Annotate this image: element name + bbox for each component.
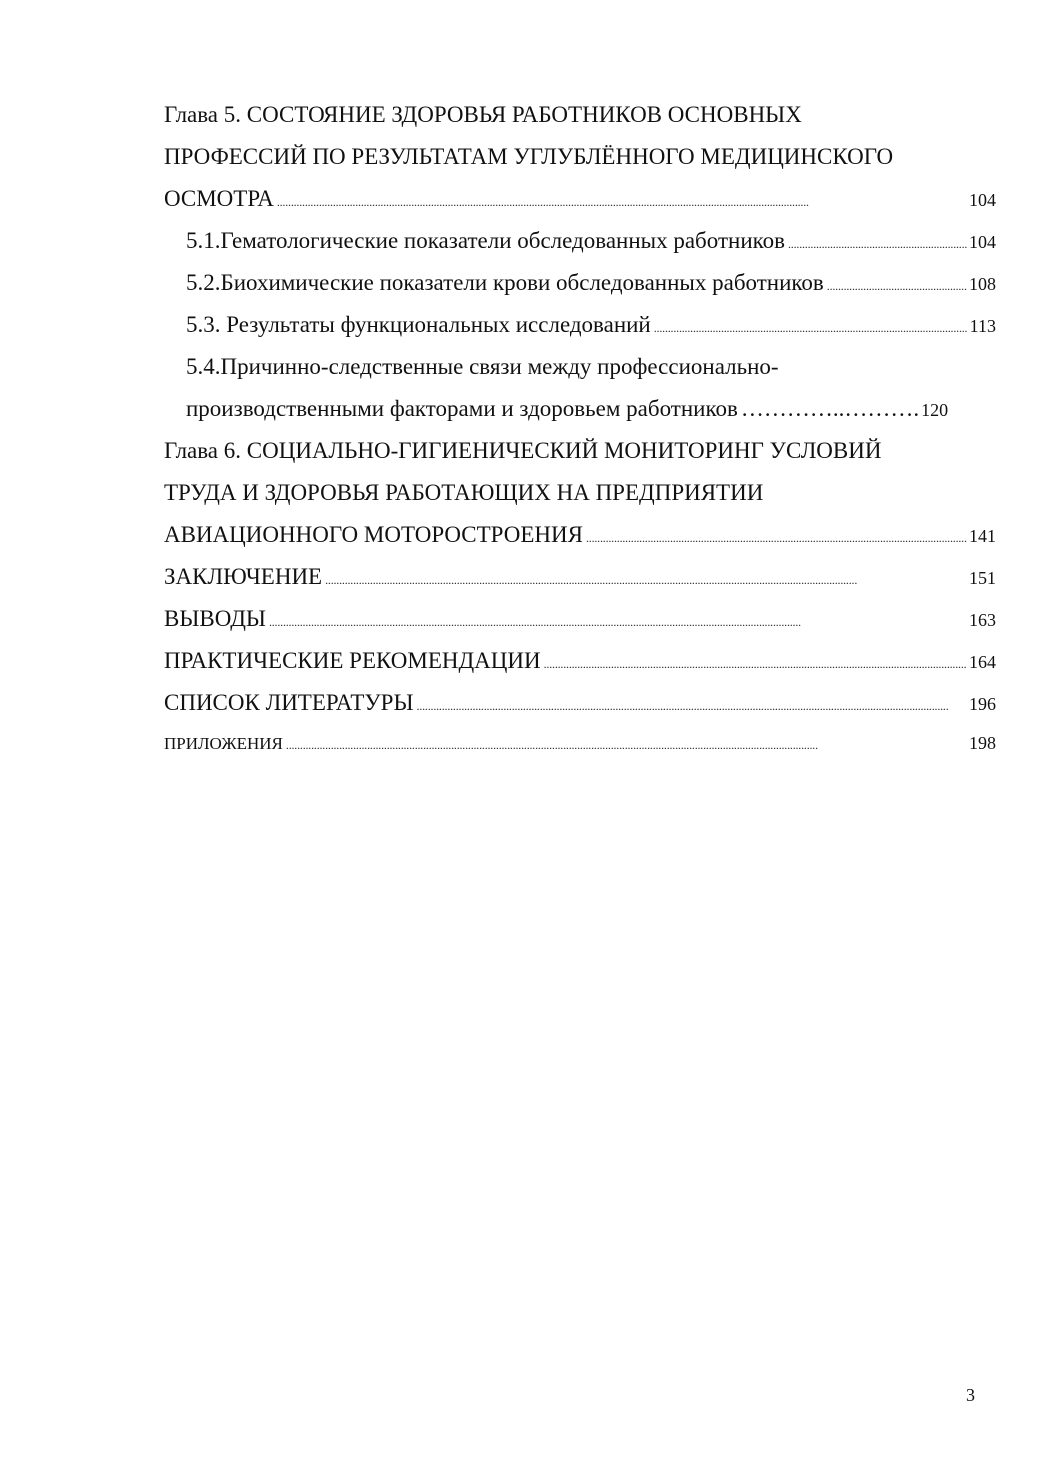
toc-text: ТРУДА И ЗДОРОВЬЯ РАБОТАЮЩИХ НА ПРЕДПРИЯТИИ: [164, 480, 764, 505]
toc-entry-chapter-6-line-1: [164, 430, 996, 472]
toc-page-number: 151: [969, 568, 996, 588]
toc-text: 5.4.Причинно-следственные связи между профессионально-: [186, 354, 779, 379]
toc-text: ОСМОТРА: [164, 186, 274, 211]
toc-entry-section-5-4-line-1: [164, 346, 996, 388]
toc-text: СПИСОК ЛИТЕРАТУРЫ: [164, 690, 414, 715]
toc-text: производственными факторами и здоровьем работников: [186, 396, 738, 421]
dot-leader: [586, 517, 967, 559]
dot-leader: [654, 307, 968, 349]
toc-entry-chapter-5-line-1: [164, 94, 996, 136]
toc-entry-findings: [164, 598, 996, 640]
toc-page-number: 163: [969, 610, 996, 630]
toc-text: Глава 5. СОСТОЯНИЕ ЗДОРОВЬЯ РАБОТНИКОВ ОСНОВНЫХ: [164, 102, 802, 127]
toc-text: ЗАКЛЮЧЕНИЕ: [164, 564, 323, 589]
toc-page-number: 108: [969, 274, 996, 294]
toc-page-number: 104: [969, 190, 996, 210]
dot-leader: [544, 643, 967, 685]
toc-text: 5.1.Гематологические показатели обследованных работников: [186, 228, 785, 253]
toc-entry-chapter-6-line-2: [164, 472, 996, 514]
toc-page-number: 196: [969, 694, 996, 714]
toc-page-number: 141: [969, 526, 996, 546]
table-of-contents: [164, 94, 996, 762]
toc-entry-recommendations: [164, 640, 996, 682]
toc-text: 5.2.Биохимические показатели крови обследованных работников: [186, 270, 824, 295]
toc-text: АВИАЦИОННОГО МОТОРОСТРОЕНИЯ: [164, 522, 583, 547]
toc-entry-conclusion: [164, 556, 996, 598]
dot-leader: [269, 601, 967, 643]
toc-entry-section-5-1: [164, 220, 996, 262]
toc-entry-section-5-3: [164, 304, 996, 346]
dot-leader: …………..……….: [740, 396, 920, 421]
toc-text: 5.3. Результаты функциональных исследований: [186, 312, 651, 337]
toc-entry-appendices: [164, 724, 996, 762]
toc-entry-section-5-2: [164, 262, 996, 304]
dot-leader: [286, 726, 967, 764]
toc-page-number: 120: [921, 400, 949, 420]
toc-text: ПРОФЕССИЙ ПО РЕЗУЛЬТАТАМ УГЛУБЛЁННОГО МЕДИЦИНСКОГО: [164, 144, 894, 169]
dot-leader: [325, 559, 967, 601]
toc-page-number: 113: [969, 316, 996, 336]
toc-page-number: 104: [969, 232, 996, 252]
toc-page-number: 164: [969, 652, 996, 672]
toc-text: ВЫВОДЫ: [164, 606, 266, 631]
toc-entry-chapter-6-line-3: [164, 514, 996, 556]
dot-leader: [827, 265, 967, 307]
page-number: 3: [966, 1385, 975, 1405]
dot-leader: [788, 223, 967, 265]
toc-entry-section-5-4-line-2: [164, 388, 996, 430]
toc-entry-references: [164, 682, 996, 724]
toc-page-number: 198: [969, 733, 996, 753]
toc-entry-chapter-5-line-3: [164, 178, 996, 220]
dot-leader: [417, 685, 967, 727]
dot-leader: [277, 181, 869, 223]
toc-text: ПРАКТИЧЕСКИЕ РЕКОМЕНДАЦИИ: [164, 648, 541, 673]
toc-entry-chapter-5-line-2: [164, 136, 996, 178]
toc-text: Глава 6. СОЦИАЛЬНО-ГИГИЕНИЧЕСКИЙ МОНИТОРИНГ УСЛОВИЙ: [164, 438, 882, 463]
toc-text: ПРИЛОЖЕНИЯ: [164, 734, 283, 753]
